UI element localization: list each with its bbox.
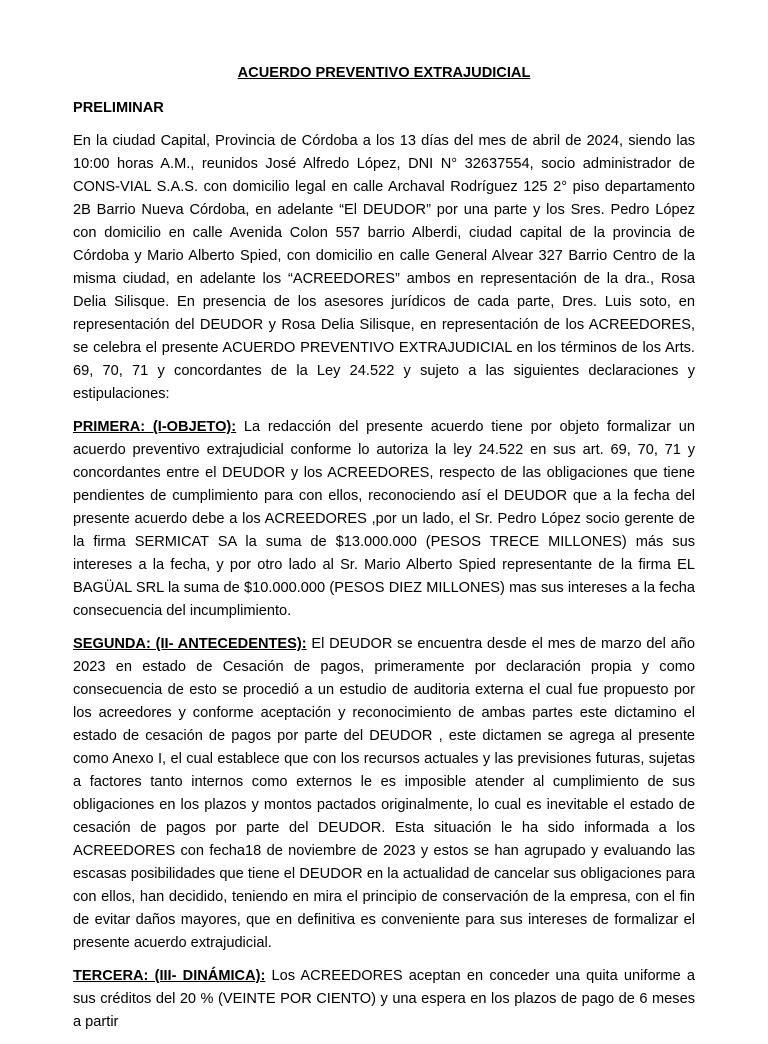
preliminar-heading: PRELIMINAR — [73, 100, 164, 116]
preliminar-paragraph: En la ciudad Capital, Provincia de Córdoba a los 13 días del mes de abril de 2024, siendo las 10:00 horas A.M., reunidos José Alfredo López, DNI N° 32637554, socio administrador de CONS-VIAL S.A.S. con domicilio legal en calle Archaval Rodríguez 125 2° piso departamento 2B Barrio Nueva Córdoba, en adelante “El DEUDOR” por una parte y los Sres. Pedro López con domicilio en calle Avenida Colon 557 barrio Alberdi, ciudad capital de la provincia de Córdoba y Mario Alberto Spied, con domicilio en calle General Alvear 327 Barrio Centro de la misma ciudad, en adelante los “ACREEDORES” ambos en representación de la dra., Rosa Delia Silisque. En presencia de los asesores jurídicos de cada parte, Dres. Luis soto, en representación del DEUDOR y Rosa Delia Silisque, en representación de los ACREEDORES, se celebra el presente ACUERDO PREVENTIVO EXTRAJUDICIAL en los términos de los Arts. 69, 70, 71 y concordantes de la Ley 24.522 y sujeto a las siguientes declaraciones y estipulaciones: — [73, 133, 695, 402]
clause-primera — [73, 416, 695, 623]
clause-tercera-label: TERCERA: (III- DINÁMICA): — [73, 968, 266, 984]
clause-segunda-label: SEGUNDA: (II- ANTECEDENTES): — [73, 636, 307, 652]
clause-primera-label: PRIMERA: (I-OBJETO): — [73, 419, 237, 435]
clause-primera-text: La redacción del presente acuerdo tiene por objeto formalizar un acuerdo preventivo extrajudicial conforme lo autoriza la ley 24.522 en sus art. 69, 70, 71 y concordantes entre el DEUDOR y los ACREEDORES, respecto de las obligaciones que tiene pendientes de cumplimiento para con ellos, reconociendo así el DEUDOR que a la fecha del presente acuerdo debe a los ACREEDORES ,por un lado, el Sr. Pedro López socio gerente de la firma SERMICAT SA la suma de $13.000.000 (PESOS TRECE MILLONES) más sus intereses a la fecha, y por otro lado al Sr. Mario Alberto Spied representante de la firma EL BAGÜAL SRL la suma de $10.000.000 (PESOS DIEZ MILLONES) mas sus intereses a la fecha consecuencia del incumplimiento. — [73, 419, 696, 619]
clause-segunda-text: El DEUDOR se encuentra desde el mes de marzo del año 2023 en estado de Cesación de pagos, primeramente por declaración propia y como consecuencia de esto se procedió a un estudio de auditoria externa el cual fue propuesto por los acreedores y conforme aceptación y reconocimiento de ambas partes este dictamino el estado de cesación de pagos por parte del DEUDOR , este dictamen se agrega al presente como Anexo I, el cual establece que con los recursos actuales y las previsiones futuras, sujetas a factores tanto internos como externos le es imposible atender al cumplimiento de sus obligaciones en los plazos y montos pactados originalmente, lo cual es inevitable el estado de cesación de pagos por parte del DEUDOR. Esta situación le ha sido informada a los ACREEDORES con fecha18 de noviembre de 2023 y estos se han agrupado y evaluando las escasas posibilidades que tiene el DEUDOR en la actualidad de cancelar sus obligaciones para con ellos, han decidido, teniendo en mira el principio de conservación de la empresa, con el fin de evitar daños mayores, que en definitiva es conveniente para sus intereses de formalizar el presente acuerdo extrajudicial. — [73, 636, 695, 951]
document-title: ACUERDO PREVENTIVO EXTRAJUDICIAL — [237, 65, 531, 81]
document-page — [73, 62, 695, 1044]
clause-segunda — [73, 633, 695, 955]
clause-tercera-text: Los ACREEDORES aceptan en conceder una quita uniforme a sus créditos del 20 % (VEINTE POR CIENTO) y una espera en los plazos de pago de 6 meses a partir — [73, 968, 695, 1030]
